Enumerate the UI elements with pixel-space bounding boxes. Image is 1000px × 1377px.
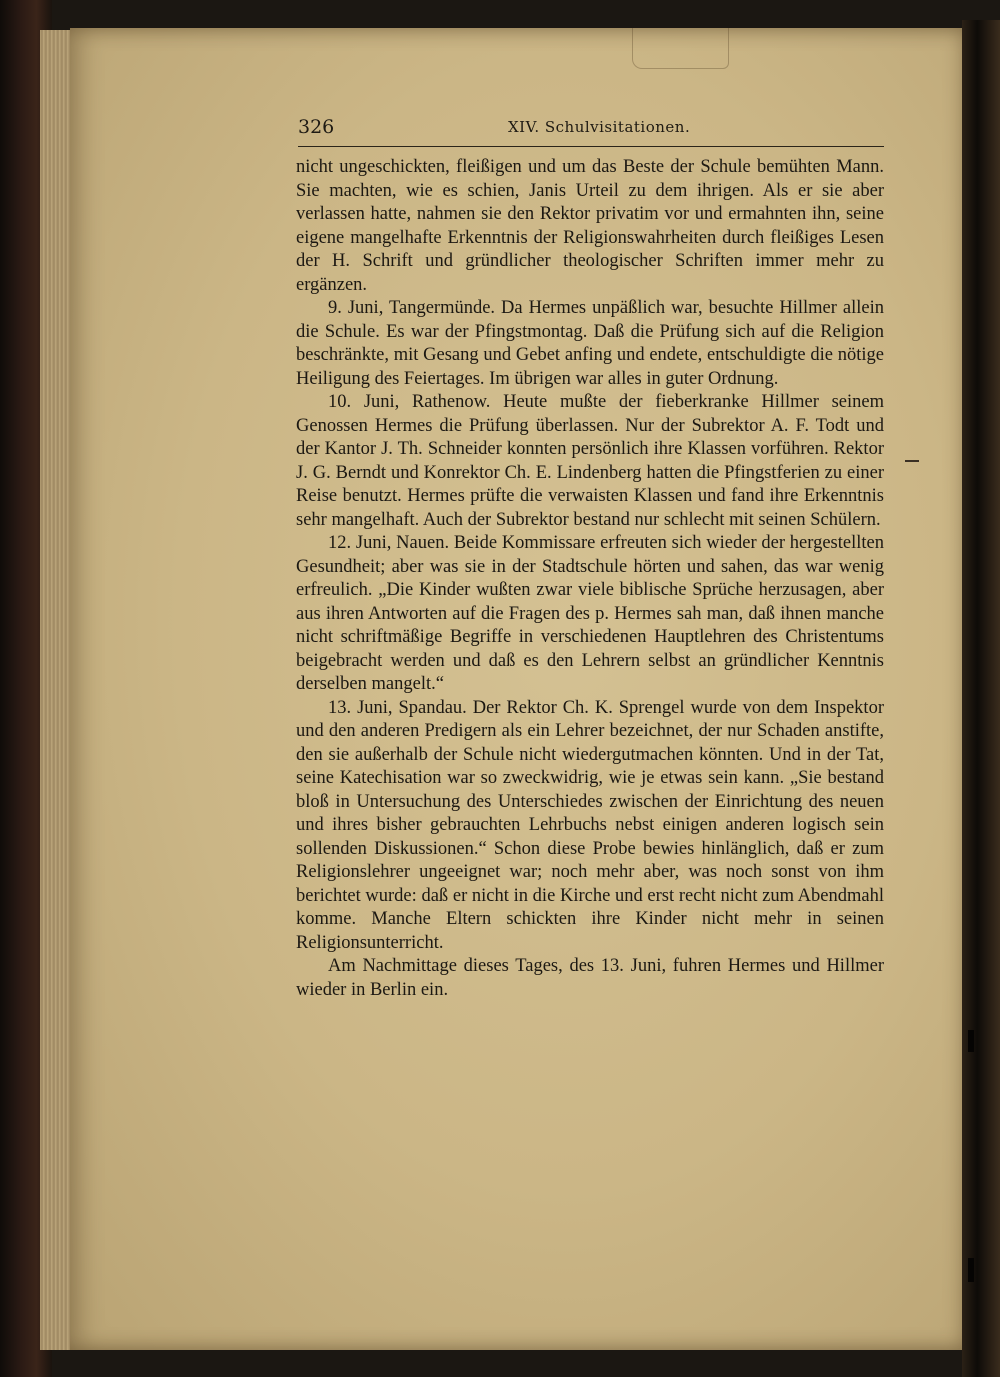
gutter-mark	[968, 1030, 974, 1052]
page-header	[298, 116, 884, 146]
library-stamp-mark	[632, 28, 729, 69]
margin-mark	[905, 460, 919, 462]
page-number: 326	[298, 116, 335, 138]
gutter-mark	[968, 1258, 974, 1282]
body-text	[296, 156, 884, 1002]
paragraph: 10. Juni, Rathenow. Heute mußte der fieberkranke Hillmer seinem Genossen Hermes die Prüfung überlassen. Nur der Subrektor A. F. Todt und der Kantor J. Th. Schneider konnten persönlich ihre Klassen vorführen. Rektor J. G. Berndt und Konrektor Ch. E. Lindenberg hatten die Pfingstferien zu einer Reise benutzt. Hermes prüfte die verwaisten Klassen und fand ihre Erkenntnis sehr mangelhaft. Auch der Subrektor bestand nur schlecht mit seinen Schülern.	[296, 392, 884, 530]
paragraph: Am Nachmittage dieses Tages, des 13. Juni, fuhren Hermes und Hillmer wieder in Berlin ein.	[296, 956, 884, 1000]
book-gutter	[962, 20, 1000, 1377]
running-head: XIV. Schulvisitationen.	[508, 118, 691, 136]
paragraph: 13. Juni, Spandau. Der Rektor Ch. K. Sprengel wurde von dem Inspektor und den anderen Predigern als ein Lehrer bezeichnet, der nur Schaden anstifte, den sie außerhalb der Schule nicht wiedergutmachen könnten. Und in der Tat, seine Katechisation war so zweckwidrig, wie je etwas sein kann. „Sie bestand bloß in Untersuchung des Unterschiedes zwischen der Einrichtung des neuen und ihres bisher gebrauchten Lehrbuchs nebst einigen anderen logisch sein sollenden Diskussionen.“ Schon diese Probe bewies hinlänglich, daß er zum Religionslehrer ungeeignet war; noch mehr aber, was noch sonst von ihm berichtet wurde: daß er nicht in die Kirche und erst recht nicht zum Abendmahl komme. Manche Eltern schickten ihre Kinder nicht mehr in seinen Religionsunterricht.	[296, 697, 884, 953]
header-rule	[298, 146, 884, 147]
paragraph: 12. Juni, Nauen. Beide Kommissare erfreuten sich wieder der hergestellten Gesundheit; aber was sie in der Stadtschule hörten und sahen, das war wenig erfreulich. „Die Kinder wußten zwar viele biblische Sprüche herzusagen, aber aus ihren Antworten auf die Fragen des p. Hermes sah man, daß ihnen manche nicht schriftmäßige Begriffe in verschiedenen Hauptlehren des Christentums beigebracht werden und daß es den Lehrern selbst an gründlicher Kenntnis derselben mangelt.“	[296, 533, 884, 694]
paragraph: 9. Juni, Tangermünde. Da Hermes unpäßlich war, besuchte Hillmer allein die Schule. Es war der Pfingstmontag. Daß die Prüfung sich auf die Religion beschränkte, mit Gesang und Gebet anfing und endete, entschuldigte die nötige Heiligung des Feiertages. Im übrigen war alles in guter Ordnung.	[296, 298, 884, 389]
paragraph: nicht ungeschickten, fleißigen und um das Beste der Schule bemühten Mann. Sie machten, wie es schien, Janis Urteil zu dem ihrigen. Als er sie aber verlassen hatte, nahmen sie den Rektor privatim vor und ermahnten ihn, seine eigene mangelhafte Erkenntnis der Religionswahrheiten durch fleißiges Lesen der H. Schrift und gründlicher theologischer Schriften immer mehr zu ergänzen.	[296, 157, 884, 295]
